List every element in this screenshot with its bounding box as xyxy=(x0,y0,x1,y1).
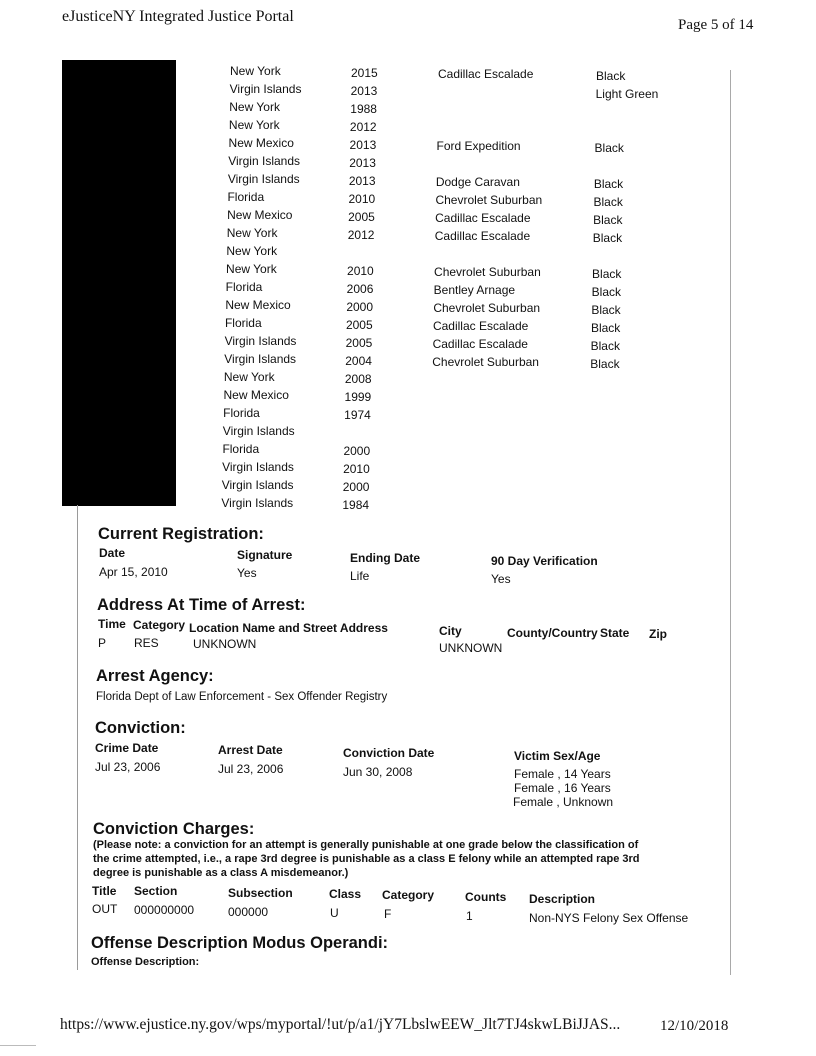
vehicle-color: Light Green xyxy=(595,86,659,101)
vehicle-state: New Mexico xyxy=(225,298,291,312)
right-margin-rule xyxy=(730,70,731,975)
victim-entry: Female , Unknown xyxy=(513,795,614,809)
vehicle-year: 2010 xyxy=(348,191,376,206)
vehicle-state: Virgin Islands xyxy=(221,496,294,510)
vehicle-color: Black xyxy=(591,284,622,299)
ending-date-label: Ending Date xyxy=(350,551,421,565)
address-county-label: County/Country xyxy=(507,626,598,640)
vehicle-make: Cadillac Escalade xyxy=(434,229,531,244)
footer-date: 12/10/2018 xyxy=(660,1018,729,1034)
vehicle-state: Florida xyxy=(224,316,262,330)
vehicle-year: 2000 xyxy=(346,299,374,314)
charges-note-line: (Please note: a conviction for an attempt is generally punishable at one grade below the classification of xyxy=(93,839,639,851)
address-category-value: RES xyxy=(134,636,159,650)
vehicle-color: Black xyxy=(592,266,622,281)
address-category-label: Category xyxy=(133,618,186,632)
vehicle-state: Virgin Islands xyxy=(228,154,301,168)
vehicle-state: Virgin Islands xyxy=(221,478,294,492)
vehicle-make: Cadillac Escalade xyxy=(432,337,528,352)
redaction-block xyxy=(62,60,176,506)
charge-section-value: 000000000 xyxy=(134,903,195,917)
vehicle-year: 2000 xyxy=(342,479,370,494)
charge-section-label: Section xyxy=(134,884,178,898)
vehicle-year: 2012 xyxy=(347,227,375,242)
vehicle-state: New York xyxy=(226,262,277,276)
vehicle-state: New York xyxy=(223,370,275,384)
footer-url: https://www.ejustice.ny.gov/wps/myportal/!ut/p/a1/jY7LbslwEEW_Jlt7TJ4skwLBiJJAS... xyxy=(60,1016,621,1033)
vehicle-state: Virgin Islands xyxy=(222,460,294,474)
vehicle-year: 2006 xyxy=(346,281,374,296)
vehicle-color: Black xyxy=(596,68,626,83)
address-city-value: UNKNOWN xyxy=(439,641,503,655)
vehicle-state: Virgin Islands xyxy=(224,352,297,366)
vehicle-state: Florida xyxy=(222,442,260,456)
vehicle-color: Black xyxy=(590,356,620,371)
vehicle-year: 2000 xyxy=(343,443,371,458)
vehicle-year: 2010 xyxy=(343,461,370,476)
crime-date-label: Crime Date xyxy=(95,741,159,755)
vehicle-state: New York xyxy=(226,244,278,258)
charge-category-value: F xyxy=(384,907,392,921)
vehicle-state: New Mexico xyxy=(227,208,293,222)
vehicle-year: 1988 xyxy=(350,101,377,116)
address-state-label: State xyxy=(600,626,630,640)
conviction-date-value: Jun 30, 2008 xyxy=(343,765,413,779)
vehicle-make: Cadillac Escalade xyxy=(435,211,531,226)
vehicle-state: Florida xyxy=(223,406,260,420)
vehicle-make: Chevrolet Suburban xyxy=(435,193,543,208)
vehicle-color: Black xyxy=(593,176,624,191)
vehicle-state: New York xyxy=(229,100,280,114)
vehicle-state: Florida xyxy=(225,280,263,294)
offense-description-label: Offense Description: xyxy=(91,956,200,968)
vehicle-state: New Mexico xyxy=(228,136,294,150)
page-number: Page 5 of 14 xyxy=(678,17,754,33)
verification-value: Yes xyxy=(491,572,511,586)
arrest-agency-heading: Arrest Agency: xyxy=(96,667,214,685)
conviction-heading: Conviction: xyxy=(95,719,186,737)
registration-date-value: Apr 15, 2010 xyxy=(99,565,168,579)
vehicle-state: New York xyxy=(230,64,281,78)
offense-heading: Offense Description Modus Operandi: xyxy=(91,934,389,952)
charge-title-value: OUT xyxy=(92,902,118,916)
vehicle-state: Florida xyxy=(227,190,265,204)
ending-date-value: Life xyxy=(350,569,370,583)
signature-label: Signature xyxy=(237,548,293,562)
vehicle-year: 2015 xyxy=(351,65,378,80)
charge-class-value: U xyxy=(330,906,339,920)
vehicle-make: Chevrolet Suburban xyxy=(433,301,541,316)
address-city-label: City xyxy=(439,624,462,638)
conviction-charges-heading: Conviction Charges: xyxy=(93,820,255,838)
address-location-label: Location Name and Street Address xyxy=(189,621,388,635)
address-time-value: P xyxy=(98,636,107,650)
vehicle-make: Chevrolet Suburban xyxy=(434,265,541,280)
vehicle-year: 2013 xyxy=(349,155,376,170)
vehicle-color: Black xyxy=(593,194,623,209)
vehicle-year: 1974 xyxy=(344,407,371,422)
crime-date-value: Jul 23, 2006 xyxy=(95,760,161,774)
vehicle-year: 2013 xyxy=(348,173,376,188)
victim-label: Victim Sex/Age xyxy=(514,749,601,763)
vehicle-state: Virgin Islands xyxy=(222,424,295,438)
vehicle-year: 2005 xyxy=(345,335,373,350)
vehicle-color: Black xyxy=(594,140,624,155)
vehicle-color: Black xyxy=(590,338,620,353)
registration-date-label: Date xyxy=(99,546,126,560)
vehicle-make: Bentley Arnage xyxy=(433,283,516,298)
vehicle-state: Virgin Islands xyxy=(229,82,302,96)
charge-class-label: Class xyxy=(329,887,362,901)
charge-subsection-value: 000000 xyxy=(228,905,269,919)
arrest-date-label: Arrest Date xyxy=(218,743,283,757)
vehicle-year: 2008 xyxy=(344,371,372,386)
charges-note-line: degree is punishable as a class A misdemeanor.) xyxy=(93,867,349,879)
portal-title: eJusticeNY Integrated Justice Portal xyxy=(62,8,294,25)
vehicle-year: 2004 xyxy=(345,353,372,368)
arrest-date-value: Jul 23, 2006 xyxy=(218,762,284,776)
vehicle-make: Ford Expedition xyxy=(436,139,521,154)
vehicle-year: 2005 xyxy=(348,209,375,224)
conviction-date-label: Conviction Date xyxy=(343,746,435,760)
vehicle-year: 2005 xyxy=(345,317,373,332)
vehicle-color: Black xyxy=(592,230,623,245)
vehicle-state: Virgin Islands xyxy=(224,334,297,348)
vehicle-year: 2013 xyxy=(350,83,378,98)
address-heading: Address At Time of Arrest: xyxy=(97,596,306,614)
address-location-value: UNKNOWN xyxy=(193,637,257,651)
vehicle-state: New York xyxy=(226,226,278,240)
vehicle-year: 2010 xyxy=(347,263,374,278)
victim-entry: Female , 14 Years xyxy=(514,767,611,781)
vehicle-make: Cadillac Escalade xyxy=(438,67,534,82)
vehicle-color: Black xyxy=(593,212,623,227)
address-zip-label: Zip xyxy=(649,627,667,641)
vehicle-year: 1999 xyxy=(344,389,372,404)
verification-label: 90 Day Verification xyxy=(491,554,598,568)
vehicle-state: New Mexico xyxy=(223,388,289,402)
charge-description-value: Non-NYS Felony Sex Offense xyxy=(529,911,689,925)
vehicle-make: Dodge Caravan xyxy=(435,175,520,190)
charge-subsection-label: Subsection xyxy=(228,886,293,900)
charge-category-label: Category xyxy=(382,888,435,902)
arrest-agency-value: Florida Dept of Law Enforcement - Sex Offender Registry xyxy=(96,691,388,703)
vehicle-make: Cadillac Escalade xyxy=(432,319,529,334)
charge-counts-label: Counts xyxy=(465,890,507,904)
signature-value: Yes xyxy=(237,566,257,580)
charge-title-label: Title xyxy=(92,884,117,898)
vehicle-color: Black xyxy=(591,302,621,317)
vehicle-make: Chevrolet Suburban xyxy=(432,355,539,370)
charge-counts-value: 1 xyxy=(466,909,473,923)
vehicle-year: 2012 xyxy=(349,119,377,134)
vehicle-year: 2013 xyxy=(349,137,377,152)
vehicle-state: New York xyxy=(228,118,280,132)
vehicle-color: Black xyxy=(590,320,621,335)
vehicle-state: Virgin Islands xyxy=(227,172,300,186)
current-registration-heading: Current Registration: xyxy=(98,525,264,543)
charge-description-label: Description xyxy=(529,892,596,906)
charges-note-line: the crime attempted, i.e., a rape 3rd degree is punishable as a class E felony while an attempted rape 3rd xyxy=(93,853,640,865)
address-time-label: Time xyxy=(98,617,126,631)
victim-entry: Female , 16 Years xyxy=(514,781,611,795)
vehicle-year: 1984 xyxy=(342,497,370,512)
left-margin-rule xyxy=(77,505,78,970)
scan-edge-mark xyxy=(0,1045,36,1046)
